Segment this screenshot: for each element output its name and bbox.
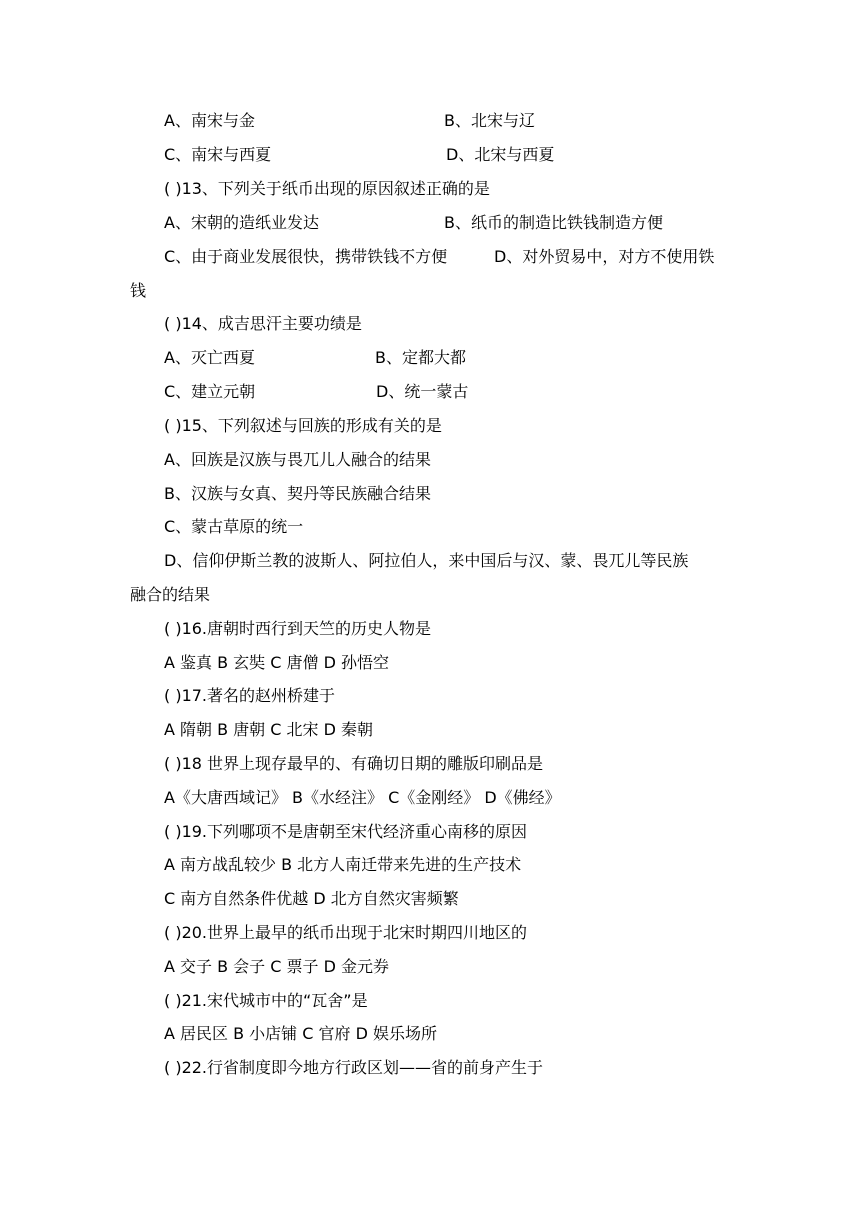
option-line xyxy=(164,213,663,233)
option-c: C、南宋与西夏 xyxy=(164,145,272,164)
option-b: B、汉族与女真、契丹等民族融合结果 xyxy=(164,484,431,503)
question-22: ( )22.行省制度即今地方行政区划——省的前身产生于 xyxy=(164,1058,544,1077)
option-c: C、蒙古草原的统一 xyxy=(164,517,304,536)
option-line xyxy=(164,247,715,267)
option-b: B、定都大都 xyxy=(375,348,466,367)
question-16: ( )16.唐朝时西行到天竺的历史人物是 xyxy=(164,619,432,638)
option-d: D、对外贸易中，对方不使用铁 xyxy=(494,247,715,266)
question-14: ( )14、成吉思汗主要功绩是 xyxy=(164,314,362,333)
option-d: D、统一蒙古 xyxy=(376,382,469,401)
wrapped-text: 融合的结果 xyxy=(130,585,211,604)
question-19: ( )19.下列哪项不是唐朝至宋代经济重心南移的原因 xyxy=(164,822,528,841)
question-13: ( )13、下列关于纸币出现的原因叙述正确的是 xyxy=(164,179,490,198)
question-18: ( )18 世界上现存最早的、有确切日期的雕版印刷品是 xyxy=(164,754,544,773)
question-20: ( )20.世界上最早的纸币出现于北宋时期四川地区的 xyxy=(164,923,528,942)
options-18: A《大唐西域记》 B《水经注》 C《金刚经》 D《佛经》 xyxy=(164,788,561,807)
options-19-ab: A 南方战乱较少 B 北方人南迁带来先进的生产技术 xyxy=(164,855,522,874)
options-16: A 鉴真 B 玄奘 C 唐僧 D 孙悟空 xyxy=(164,653,390,672)
option-c: C、由于商业发展很快，携带铁钱不方便 xyxy=(164,247,448,266)
options-19-cd: C 南方自然条件优越 D 北方自然灾害频繁 xyxy=(164,889,459,908)
option-line xyxy=(164,145,555,165)
option-d: D、北宋与西夏 xyxy=(446,145,555,164)
option-line xyxy=(164,348,466,368)
options-17: A 隋朝 B 唐朝 C 北宋 D 秦朝 xyxy=(164,720,374,739)
options-20: A 交子 B 会子 C 票子 D 金元券 xyxy=(164,957,390,976)
option-a: A、南宋与金 xyxy=(164,111,255,130)
option-b: B、北宋与辽 xyxy=(444,111,535,130)
question-21: ( )21.宋代城市中的“瓦舍”是 xyxy=(164,991,368,1010)
option-line xyxy=(164,111,535,131)
option-b: B、纸币的制造比铁钱制造方便 xyxy=(444,213,663,232)
options-21: A 居民区 B 小店铺 C 官府 D 娱乐场所 xyxy=(164,1024,438,1043)
option-a: A、灭亡西夏 xyxy=(164,348,255,367)
question-15: ( )15、下列叙述与回族的形成有关的是 xyxy=(164,416,442,435)
wrapped-text: 钱 xyxy=(130,281,147,300)
option-a: A、回族是汉族与畏兀儿人融合的结果 xyxy=(164,450,431,469)
option-a: A、宋朝的造纸业发达 xyxy=(164,213,319,232)
option-d: D、信仰伊斯兰教的波斯人、阿拉伯人，来中国后与汉、蒙、畏兀儿等民族 xyxy=(164,551,689,570)
question-17: ( )17.著名的赵州桥建于 xyxy=(164,686,336,705)
option-line xyxy=(164,382,469,402)
option-c: C、建立元朝 xyxy=(164,382,256,401)
